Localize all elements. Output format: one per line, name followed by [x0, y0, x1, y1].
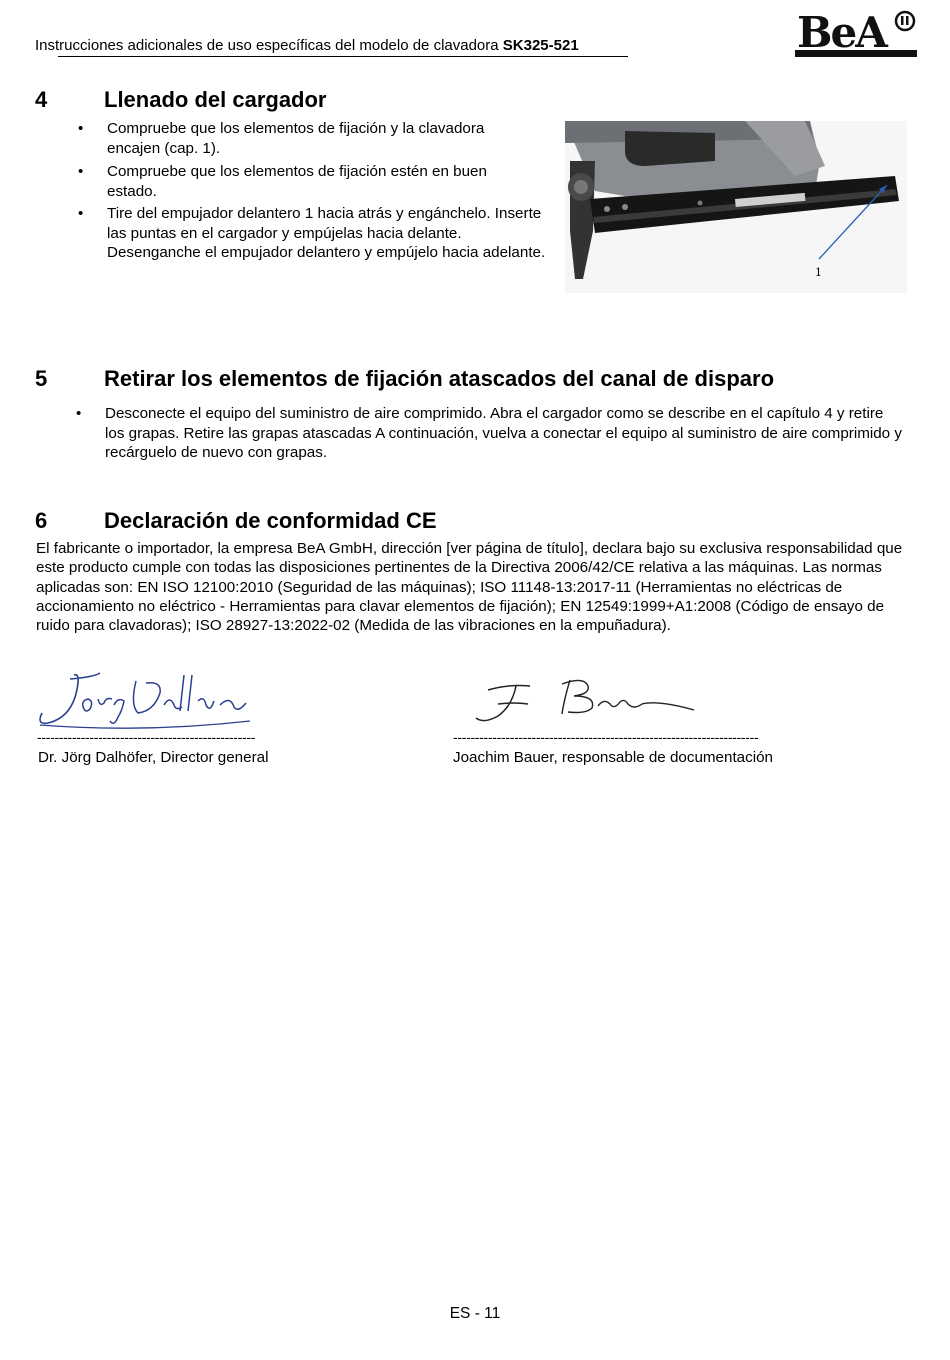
section4-bullet-2: Compruebe que los elementos de fijación estén en buen estado.	[107, 163, 487, 200]
bullet-dot: •	[78, 163, 84, 180]
bullet-dot: •	[76, 405, 82, 422]
section4-bullet-3: Tire del empujador delantero 1 hacia atrás y engánchelo. Inserte las puntas en el cargador y empújelas hacia delante. Desenganche el empujador delantero y empújelo hacia adelante.	[107, 205, 546, 261]
signature-left	[34, 665, 264, 735]
section4-number: 4	[35, 87, 48, 112]
header-model: SK325-521	[502, 37, 579, 54]
signature-name-left: Dr. Jörg Dalhöfer, Director general	[38, 749, 269, 766]
section5-title: Retirar los elementos de fijación atascados del canal de disparo	[104, 366, 775, 391]
header-text: Instrucciones adicionales de uso específicas del modelo de clavadora	[35, 37, 499, 54]
bullet-dot: •	[78, 205, 84, 222]
header-rule	[58, 56, 628, 57]
photo-label-1: 1	[815, 266, 822, 279]
signature-right	[458, 670, 698, 730]
header-title	[35, 37, 579, 54]
section5-bullet-1: Desconecte el equipo del suministro de aire comprimido. Abra el cargador como se describe en el capítulo 4 y retire los grapas. Retire las grapas atascadas A continuación, vuelva a conectar el equipo al suministro de aire comprimido y recárguelo de nuevo con grapas.	[105, 405, 902, 461]
section6-number: 6	[35, 508, 48, 533]
signature-name-right: Joachim Bauer, responsable de documentación	[453, 749, 773, 766]
signature-line-right: ----------------------------------------------------------------------	[453, 729, 759, 745]
bullet-dot: •	[78, 120, 84, 137]
stapler-photo	[565, 121, 907, 293]
section6-title: Declaración de conformidad CE	[104, 508, 437, 533]
section4-title: Llenado del cargador	[104, 87, 327, 112]
svg-text:BeA: BeA	[797, 8, 886, 57]
bea-logo	[795, 8, 917, 60]
section6-declaration-text: El fabricante o importador, la empresa BeA GmbH, dirección [ver página de título], declara bajo su exclusiva responsabilidad que este producto cumple con todas las disposiciones pertinentes de la Directiva 2006/42/CE relativa a las máquinas. Las normas aplicadas son: EN ISO 12100:2010 (Seguridad de las máquinas); ISO 11148-13:2017-11 (Herramientas no eléctricas de accionamiento no eléctrico - Herramientas para clavar elementos de fijación); EN 12549:1999+A1:2008 (Código de ensayo de ruido para clavadoras); ISO 28927-13:2022-02 (Medida de las vibraciones en la empuñadura).	[36, 540, 903, 635]
section5-number: 5	[35, 366, 48, 391]
section4-bullet-1: Compruebe que los elementos de fijación y la clavadora encajen (cap. 1).	[107, 120, 485, 157]
signature-line-left: --------------------------------------------------	[37, 729, 256, 745]
page-number: ES - 11	[449, 1305, 501, 1322]
